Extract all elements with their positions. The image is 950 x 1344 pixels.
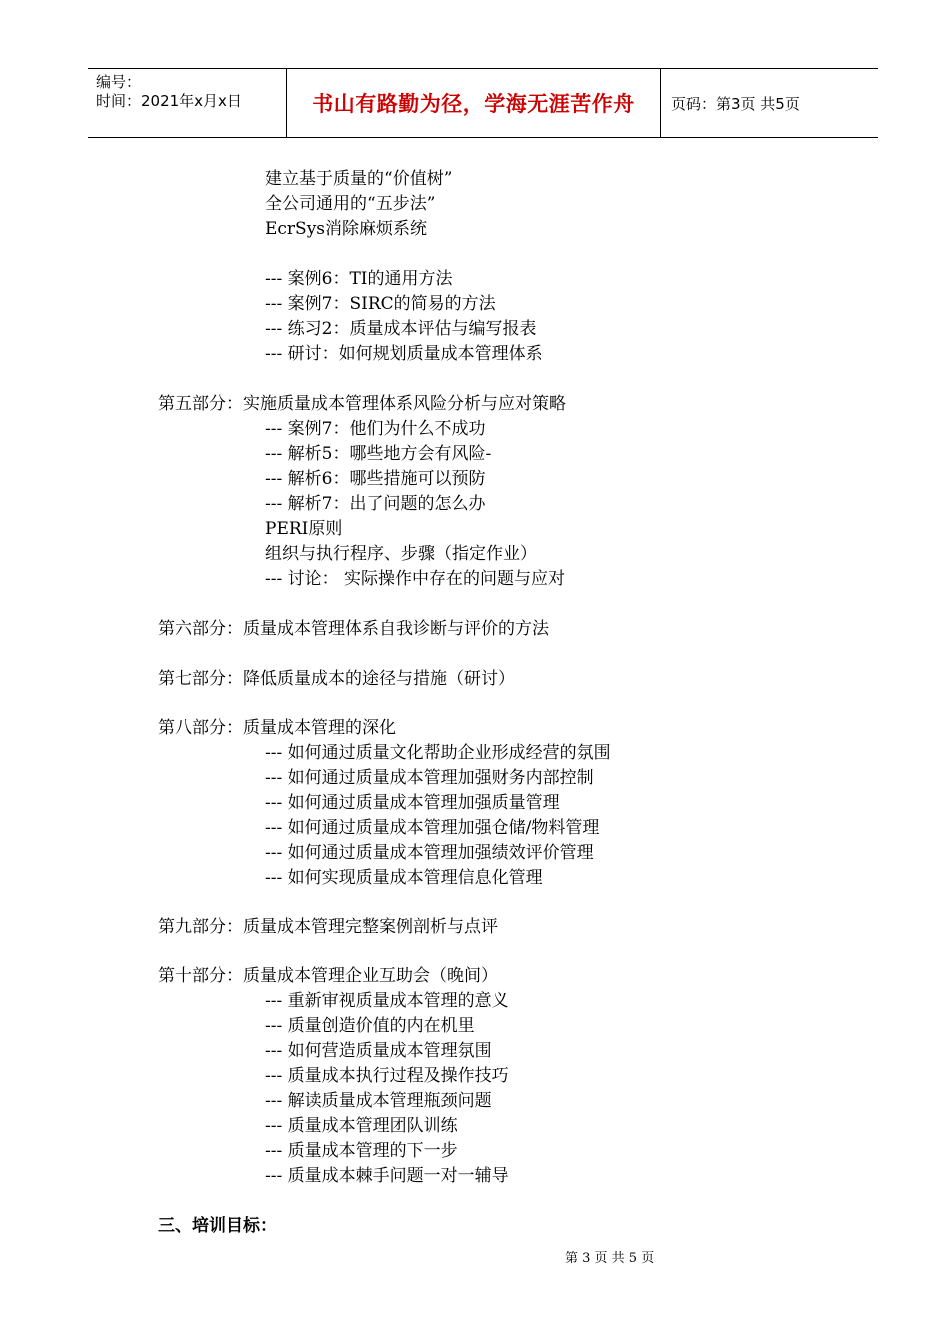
text-line: --- 讨论： 实际操作中存在的问题与应对	[265, 569, 566, 589]
section-heading-training-goals: 三、培训目标：	[158, 1216, 277, 1236]
text-line: --- 质量成本管理的下一步	[265, 1141, 458, 1161]
text-line: EcrSys消除麻烦系统	[265, 219, 428, 239]
text-line: 组织与执行程序、步骤（指定作业）	[265, 544, 537, 564]
text-line: --- 质量创造价值的内在机里	[265, 1016, 475, 1036]
text-line: --- 案例7：他们为什么不成功	[265, 419, 486, 439]
header-page-cell	[661, 69, 878, 137]
text-line: --- 如何通过质量成本管理加强仓储/物料管理	[265, 818, 600, 838]
text-line: --- 重新审视质量成本管理的意义	[265, 991, 509, 1011]
motto-text: 书山有路勤为径，学海无涯苦作舟	[312, 92, 635, 116]
section-heading: 第九部分：质量成本管理完整案例剖析与点评	[158, 917, 498, 937]
text-line: 建立基于质量的“价值树”	[265, 169, 453, 189]
text-line: --- 如何通过质量成本管理加强质量管理	[265, 793, 560, 813]
text-line: --- 质量成本执行过程及操作技巧	[265, 1066, 509, 1086]
page-footer: 第 3 页 共 5 页	[565, 1251, 655, 1266]
section-heading: 第八部分：质量成本管理的深化	[158, 718, 396, 738]
text-line: --- 如何通过质量成本管理加强财务内部控制	[265, 768, 594, 788]
text-line: --- 解读质量成本管理瓶颈问题	[265, 1091, 492, 1111]
section-heading: 第七部分：降低质量成本的途径与措施（研讨）	[158, 669, 515, 689]
section-heading: 第十部分：质量成本管理企业互助会（晚间）	[158, 966, 498, 986]
time-label: 时间：2021年x月x日	[96, 92, 242, 110]
header-meta-cell	[88, 69, 287, 137]
text-line: --- 练习2：质量成本评估与编写报表	[265, 319, 537, 339]
text-line: --- 如何实现质量成本管理信息化管理	[265, 868, 543, 888]
text-line: --- 案例6：TI的通用方法	[265, 269, 453, 289]
text-line: --- 如何通过质量文化帮助企业形成经营的氛围	[265, 743, 611, 763]
text-line: --- 质量成本管理团队训练	[265, 1116, 458, 1136]
page-number-label: 页码：第3页 共5页	[671, 94, 800, 113]
text-line: PERI原则	[265, 519, 343, 539]
text-line: --- 解析7：出了问题的怎么办	[265, 494, 486, 514]
text-line: 全公司通用的“五步法”	[265, 194, 436, 214]
text-line: --- 如何营造质量成本管理氛围	[265, 1041, 492, 1061]
text-line: --- 案例7：SIRC的简易的方法	[265, 294, 496, 314]
text-line: --- 质量成本棘手问题一对一辅导	[265, 1166, 509, 1186]
text-line: --- 解析6：哪些措施可以预防	[265, 469, 486, 489]
section-heading: 第六部分：质量成本管理体系自我诊断与评价的方法	[158, 619, 549, 639]
text-line: --- 如何通过质量成本管理加强绩效评价管理	[265, 843, 594, 863]
text-line: --- 研讨：如何规划质量成本管理体系	[265, 344, 543, 364]
section-heading: 第五部分：实施质量成本管理体系风险分析与应对策略	[158, 394, 566, 414]
page-header	[88, 68, 878, 138]
header-motto-cell	[287, 69, 661, 137]
number-label: 编号：	[96, 73, 142, 91]
text-line: --- 解析5：哪些地方会有风险-	[265, 444, 492, 464]
